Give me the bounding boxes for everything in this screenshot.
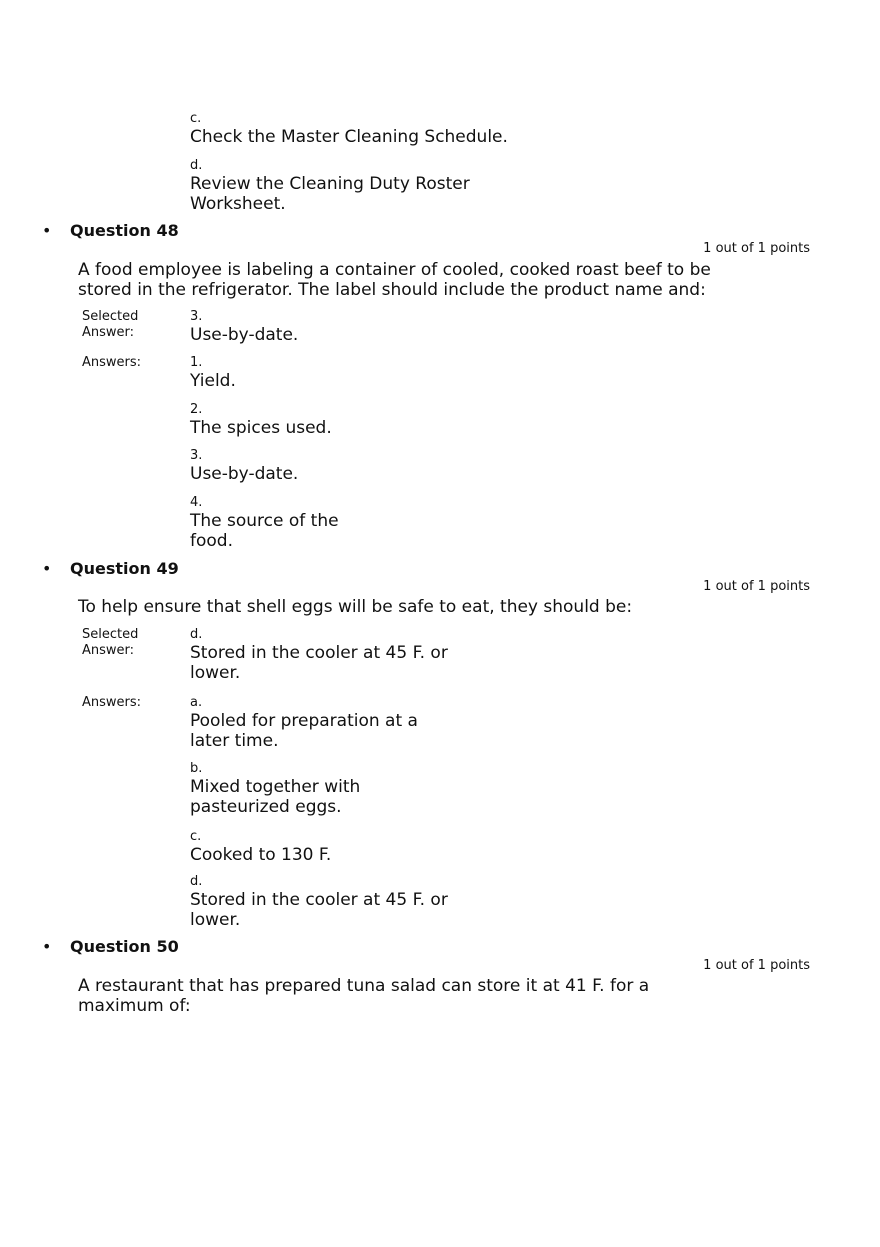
question-text: To help ensure that shell eggs will be safe to eat, they should be: [78,597,633,617]
selected-answer [190,309,490,345]
question-text: A restaurant that has prepared tuna salad can store it at 41 F. for a maximum of: [78,976,650,1016]
option-text: Mixed together with pasteurized eggs. [190,777,361,817]
question-50-header [42,937,179,956]
question-48-header [42,221,179,240]
question-title: Question 50 [70,937,179,956]
question-points: 1 out of 1 points [703,958,810,973]
answer-option [190,448,490,484]
answers-label: Answers: [82,695,142,710]
answer-option [190,355,490,391]
option-text: Stored in the cooler at 45 F. or lower. [190,643,448,683]
option-text: Use-by-date. [190,325,299,345]
option-letter: 3. [190,309,203,324]
prev-option-d [190,158,490,214]
bullet-icon: • [42,559,52,578]
answer-option [190,829,450,865]
option-letter: a. [190,695,203,710]
answer-option [190,695,450,751]
selected-answer [190,627,450,683]
answers-label: Answers: [82,355,142,370]
option-letter: 4. [190,495,203,510]
question-title: Question 48 [70,221,179,240]
option-text: Cooked to 130 F. [190,845,332,865]
option-letter: 2. [190,402,203,417]
option-text: Check the Master Cleaning Schedule. [190,127,508,147]
option-text: Yield. [190,371,236,391]
answer-option [190,874,450,930]
selected-answer-label: Selected Answer: [82,627,139,658]
prev-option-c [190,111,550,147]
option-text: Review the Cleaning Duty Roster Worksheet. [190,174,470,214]
option-letter: d. [190,158,203,173]
option-letter: b. [190,761,203,776]
answer-option [190,495,365,551]
option-text: Stored in the cooler at 45 F. or lower. [190,890,448,930]
option-letter: c. [190,829,202,844]
option-text: The source of the food. [190,511,339,551]
bullet-icon: • [42,937,52,956]
option-text: Pooled for preparation at a later time. [190,711,418,751]
bullet-icon: • [42,221,52,240]
question-title: Question 49 [70,559,179,578]
option-letter: d. [190,874,203,889]
option-letter: 1. [190,355,203,370]
selected-answer-label: Selected Answer: [82,309,139,340]
answer-option [190,761,400,817]
option-letter: 3. [190,448,203,463]
answer-option [190,402,490,438]
question-points: 1 out of 1 points [703,241,810,256]
question-text: A food employee is labeling a container of cooled, cooked roast beef to be stored in the refrigerator. The label should include the product name and: [78,260,711,300]
option-text: Use-by-date. [190,464,299,484]
option-letter: c. [190,111,202,126]
question-points: 1 out of 1 points [703,579,810,594]
option-text: The spices used. [190,418,332,438]
question-49-header [42,559,179,578]
option-letter: d. [190,627,203,642]
